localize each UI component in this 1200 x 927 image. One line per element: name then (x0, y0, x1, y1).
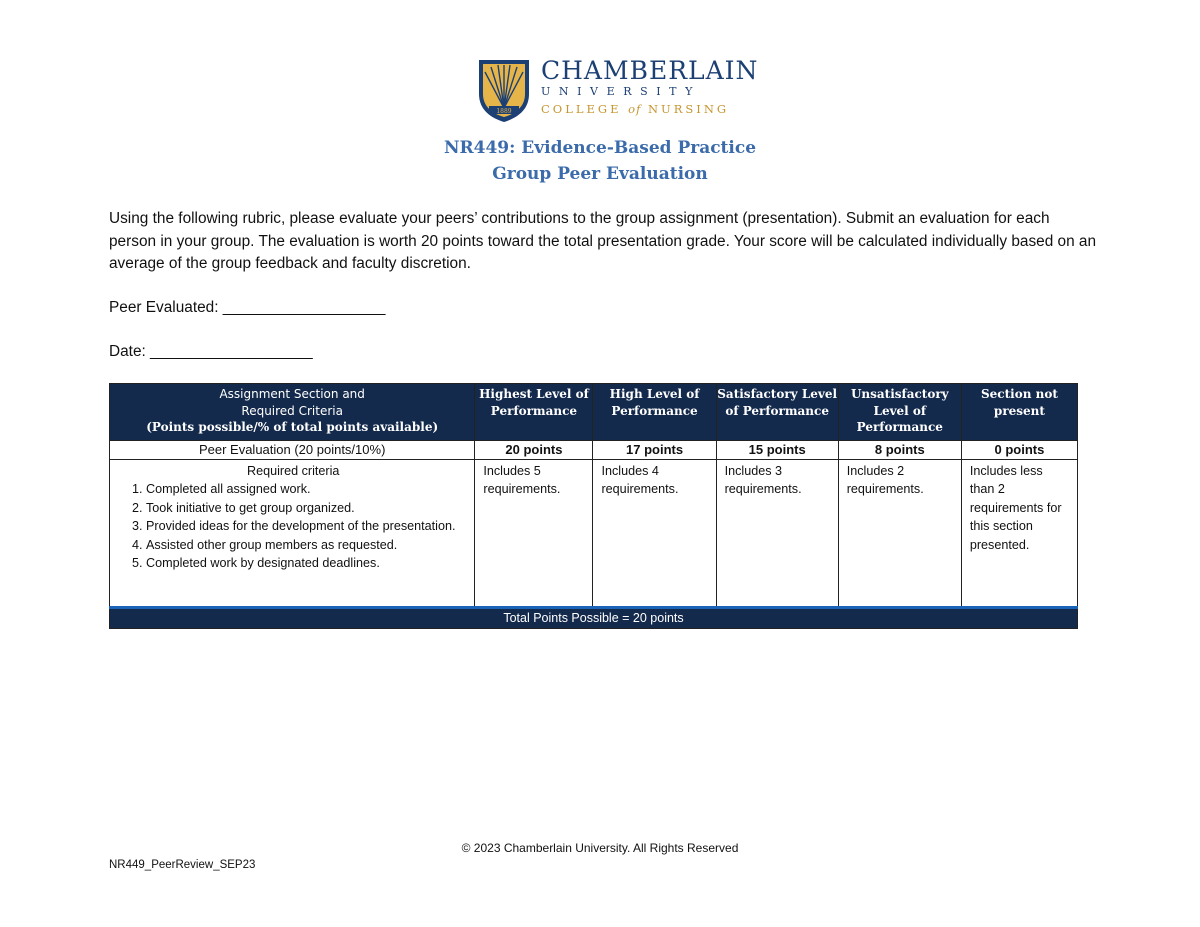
criteria-item: 4. Assisted other group members as requested. (146, 536, 470, 554)
header-highest-level: Highest Level of Performance (475, 384, 593, 441)
svg-text:1889: 1889 (496, 108, 512, 115)
section-label: Peer Evaluation (20 points/10%) (110, 441, 475, 460)
description-satisfactory: Includes 3 requirements. (716, 460, 838, 608)
rubric-header-row (110, 384, 1078, 441)
logo-university: UNIVERSITY (541, 85, 701, 98)
logo-college: COLLEGE of NURSING (541, 102, 730, 116)
header-section-not-present: Section not present (961, 384, 1077, 441)
criteria-item: 5. Completed work by designated deadlines. (146, 554, 470, 572)
chamberlain-logo (477, 58, 758, 124)
header-unsatisfactory-level: Unsatisfactory Level of Performance (838, 384, 961, 441)
criteria-title: Required criteria (246, 464, 340, 478)
description-highest: Includes 5 requirements. (475, 460, 593, 608)
description-unsatisfactory: Includes 2 requirements. (838, 460, 961, 608)
course-title: NR449: Evidence-Based Practice (443, 138, 757, 158)
criteria-cell (110, 460, 475, 608)
description-high: Includes 4 requirements. (593, 460, 716, 608)
document-title: Group Peer Evaluation (492, 164, 708, 184)
total-points: Total Points Possible = 20 points (110, 608, 1078, 629)
criteria-row (110, 460, 1078, 608)
footer-document-code: NR449_PeerReview_SEP23 (109, 859, 256, 871)
date-field: Date: ___________________ (109, 343, 313, 360)
criteria-item: 1. Completed all assigned work. (146, 480, 470, 498)
points-unsatisfactory: 8 points (838, 441, 961, 460)
points-highest: 20 points (475, 441, 593, 460)
header-satisfactory-level: Satisfactory Level of Performance (716, 384, 838, 441)
criteria-item: 3. Provided ideas for the development of the presentation. (146, 517, 470, 535)
points-satisfactory: 15 points (716, 441, 838, 460)
criteria-item: 2. Took initiative to get group organized. (146, 499, 470, 517)
rubric-table (109, 383, 1078, 629)
points-high: 17 points (593, 441, 716, 460)
criteria-list (116, 480, 470, 572)
footer-copyright: © 2023 Chamberlain University. All Rights Reserved (461, 841, 739, 855)
university-crest-icon (477, 58, 531, 124)
logo-name: CHAMBERLAIN (541, 56, 759, 85)
description-not-present: Includes less than 2 requirements for this section presented. (961, 460, 1077, 608)
criteria-header: Assignment Section and Required Criteria (Points possible/% of total points available) (110, 384, 475, 441)
points-not-present: 0 points (961, 441, 1077, 460)
peer-evaluated-field: Peer Evaluated: ___________________ (109, 299, 386, 316)
total-row (110, 608, 1078, 629)
points-row (110, 441, 1078, 460)
header-high-level: High Level of Performance (593, 384, 716, 441)
instructions-paragraph: Using the following rubric, please evaluate your peers’ contributions to the group assignment (presentation). Submit an evaluation for each person in your group. The evaluation is worth 20 points toward the total presentation grade. Your score will be calculated individually based on an average of the group feedback and faculty discretion. (109, 210, 1097, 272)
